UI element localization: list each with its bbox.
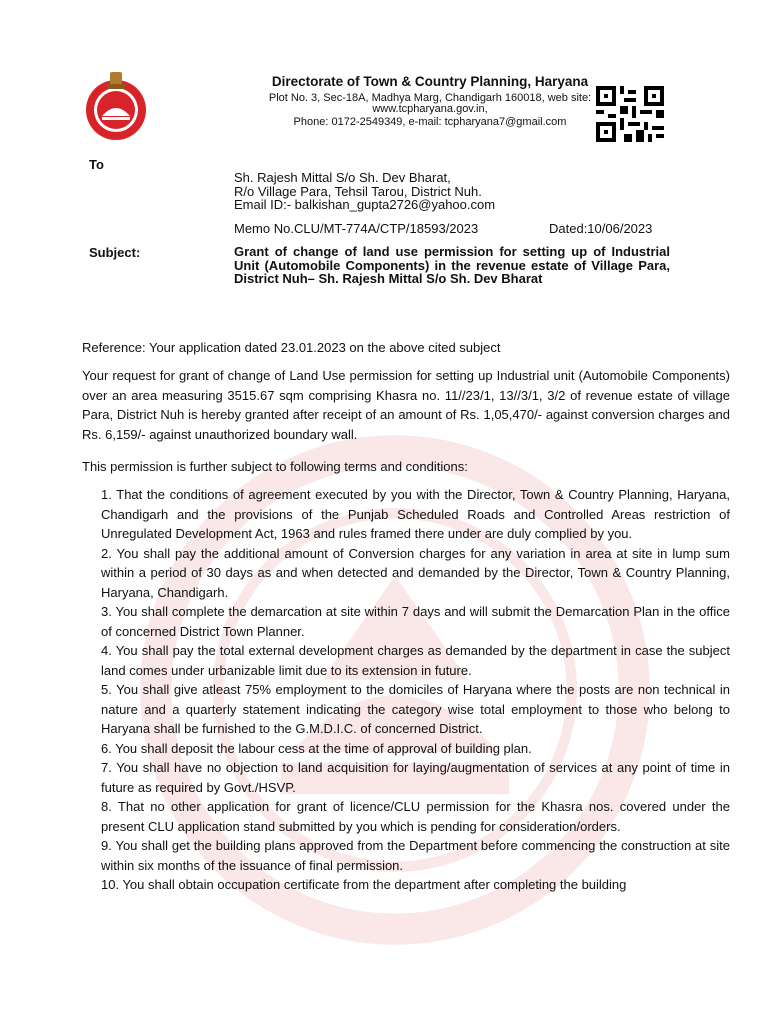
office-website: www.tcpharyana.gov.in, — [372, 103, 488, 115]
conditions-list — [101, 485, 730, 895]
reference-line: Reference: Your application dated 23.01.2023 on the above cited subject — [82, 340, 501, 355]
recipient-address: R/o Village Para, Tehsil Tarou, District Nuh. — [234, 184, 482, 199]
condition-item: 5. You shall give atleast 75% employment to the domiciles of Haryana where the posts are non technical in nature and a quarterly statement indicating the category wise total employment to those who belong to Haryana shall be furnished to the G.M.D.I.C. of concerned District. — [101, 682, 730, 736]
condition-item: 7. You shall have no objection to land acquisition for laying/augmentation of services at any point of time in future as required by Govt./HSVP. — [101, 760, 730, 795]
condition-item: 8. That no other application for grant of licence/CLU permission for the Khasra nos. covered under the present CLU application stand submitted by you which is pending for consideration/orders. — [101, 799, 730, 834]
condition-item: 10. You shall obtain occupation certificate from the department after completing the building — [101, 877, 627, 892]
condition-item: 4. You shall pay the total external development charges as demanded by the department in case the subject land comes under urbanizable limit due to its extension in future. — [101, 643, 730, 678]
condition-item: 6. You shall deposit the labour cess at the time of approval of building plan. — [101, 740, 532, 756]
subject-label: Subject: — [89, 245, 141, 260]
recipient-email: Email ID:- balkishan_gupta2726@yahoo.com — [234, 197, 496, 212]
recipient-name: Sh. Rajesh Mittal S/o Sh. Dev Bharat, — [234, 170, 451, 185]
condition-item: 9. You shall get the building plans approved from the Department before commencing the construction at site within six months of the issuance of final permission. — [101, 838, 730, 873]
memo-date: Dated:10/06/2023 — [549, 221, 653, 236]
condition-item: 1. That the conditions of agreement executed by you with the Director, Town & Country Planning, Haryana, Chandigarh and the provisions of the Punjab Scheduled Roads and Controlled Areas restriction of Unregulated Development Act, 1963 and rules framed there under are duly complied by you. — [101, 487, 730, 541]
office-title: Directorate of Town & Country Planning, Haryana — [271, 74, 589, 89]
condition-item: 2. You shall pay the additional amount of Conversion charges for any variation in area at site in lump sum within a period of 30 days as and when detected and demanded by the Director, Town & Country Planning, Haryana, Chandigarh. — [101, 545, 730, 600]
subject-text: Grant of change of land use permission for setting up of Industrial Unit (Automobile Components) in the revenue estate of Village Para, District Nuh– Sh. Rajesh Mittal S/o Sh. Dev Bharat — [234, 244, 670, 286]
to-label: To — [89, 157, 104, 172]
conditions-intro: This permission is further subject to following terms and conditions: — [82, 459, 468, 474]
memo-number: Memo No.CLU/MT-774A/CTP/18593/2023 — [234, 221, 479, 236]
haryana-emblem-logo — [80, 70, 152, 142]
office-address: Plot No. 3, Sec-18A, Madhya Marg, Chandigarh 160018, web site: — [268, 92, 592, 104]
intro-paragraph: Your request for grant of change of Land Use permission for setting up Industrial unit (Automobile Components) over an area measuring 3515.67 sqm comprising Khasra no. 11//23/1, 13//3/1, 3/2 of revenue estate of village Para, District Nuh is hereby granted after receipt of an amount of Rs. 1,05,470/- against conversion charges and Rs. 6,159/- against unauthorized boundary wall. — [82, 368, 730, 442]
office-contact: Phone: 0172-2549349, e-mail: tcpharyana7@gmail.com — [293, 116, 567, 128]
condition-item: 3. You shall complete the demarcation at site within 7 days and will submit the Demarcation Plan in the office of concerned District Town Planner. — [101, 604, 730, 639]
